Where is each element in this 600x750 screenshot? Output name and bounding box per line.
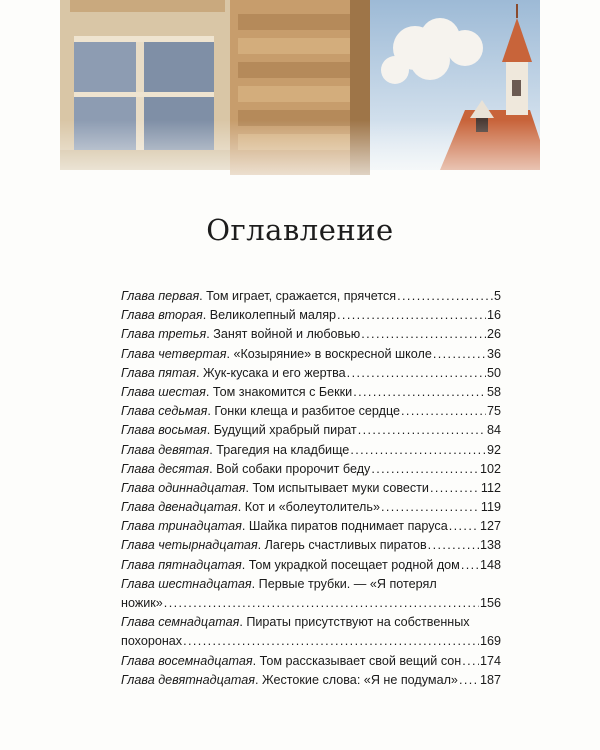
table-of-contents	[121, 287, 501, 690]
chapter-title: Том знакомится с Бекки	[212, 384, 353, 399]
toc-entry: Глава семнадцатая . Пираты присутствуют на собственных похоронах ..... 169	[121, 613, 501, 651]
chapter-label: Глава одиннадцатая	[121, 480, 246, 495]
page-number: 112	[480, 480, 501, 495]
toc-entry: Глава пятая . Жук-кусака и его жертва ..... 50	[121, 364, 501, 383]
toc-entry: Глава вторая . Великолепный маляр ..... 16	[121, 306, 501, 325]
chapter-title: Великолепный маляр	[209, 308, 337, 323]
watercolor-illustration	[60, 0, 540, 200]
chapter-label: Глава десятая	[121, 461, 210, 476]
chapter-label: Глава тринадцатая	[121, 519, 242, 534]
toc-entry: Глава девятнадцатая . Жестокие слова: «Я не подумал» ..... 187	[121, 671, 501, 690]
chapter-label: Глава третья	[121, 327, 207, 342]
chapter-label: Глава пятнадцатая	[121, 557, 242, 572]
chapter-label: Глава четырнадцатая	[121, 538, 258, 553]
toc-entry: Глава шестая . Том знакомится с Бекки ..... 58	[121, 383, 501, 402]
toc-entry: Глава первая . Том играет, сражается, прячется ..... 5	[121, 287, 501, 306]
toc-entry: Глава восьмая . Будущий храбрый пират ..... 84	[121, 421, 501, 440]
page-number: 138	[479, 538, 501, 553]
dot-leader	[337, 306, 486, 325]
page-number: 75	[486, 404, 501, 419]
dot-leader	[347, 364, 486, 383]
chapter-title: Занят войной и любовью	[213, 327, 361, 342]
dot-leader	[459, 671, 479, 690]
dot-leader	[462, 652, 479, 671]
dot-leader	[428, 536, 479, 555]
dot-leader	[361, 325, 486, 344]
chapter-label: Глава пятая	[121, 365, 196, 380]
page-number: 50	[486, 365, 501, 380]
chapter-title: Том украдкой посещает родной дом	[248, 557, 460, 572]
page-number: 102	[479, 461, 501, 476]
dot-leader	[350, 441, 486, 460]
chapter-label: Глава седьмая	[121, 404, 208, 419]
chapter-label: Глава первая	[121, 289, 200, 303]
toc-entry: Глава одиннадцатая . Том испытывает муки совести ..... 112	[121, 479, 501, 498]
dot-leader	[401, 402, 486, 421]
chapter-title: Том играет, сражается, прячется	[206, 289, 397, 303]
chapter-label: Глава девятнадцатая	[121, 672, 256, 687]
chapter-title: Том рассказывает свой вещий сон	[259, 653, 462, 668]
toc-entry: Глава четвертая . «Козыряние» в воскресной школе ..... 36	[121, 345, 501, 364]
toc-entry: Глава третья . Занят войной и любовью ..... 26	[121, 325, 501, 344]
page-number: 187	[479, 672, 501, 687]
toc-entry: Глава шестнадцатая . Первые трубки. — «Я потерял ножик» ..... 156	[121, 575, 501, 613]
page-number: 169	[479, 634, 501, 649]
dot-leader	[461, 556, 479, 575]
page-number: 26	[486, 327, 501, 342]
page-number: 127	[479, 519, 501, 534]
page-number: 92	[486, 442, 501, 457]
toc-entry: Глава четырнадцатая . Лагерь счастливых пиратов ..... 138	[121, 536, 501, 555]
dot-leader	[164, 594, 479, 613]
chapter-label: Глава четвертая	[121, 346, 227, 361]
chapter-title: Жестокие слова: «Я не подумал»	[262, 672, 458, 687]
chapter-title: Первые трубки. — «Я потерял	[258, 576, 437, 591]
dot-leader	[353, 383, 486, 402]
chapter-label: Глава восемнадцатая	[121, 653, 253, 668]
chapter-title: Вой собаки пророчит беду	[216, 461, 371, 476]
chapter-title: Трагедия на кладбище	[216, 442, 350, 457]
chapter-label: Глава семнадцатая	[121, 615, 240, 630]
dot-leader	[183, 632, 479, 651]
page-number: 119	[480, 500, 501, 515]
dot-leader	[358, 421, 486, 440]
chapter-title: Том испытывает муки совести	[252, 480, 429, 495]
dot-leader	[371, 460, 479, 479]
page-number: 16	[486, 308, 501, 323]
toc-entry: Глава седьмая . Гонки клеща и разбитое сердце ..... 75	[121, 402, 501, 421]
chapter-title: Кот и «болеутолитель»	[244, 500, 380, 515]
chapter-label: Глава восьмая	[121, 423, 207, 438]
dot-leader	[433, 345, 486, 364]
chapter-title: «Козыряние» в воскресной школе	[233, 346, 432, 361]
chapter-title-continued: похоронах	[121, 634, 183, 649]
page-number: 58	[486, 384, 501, 399]
page-number: 174	[479, 653, 501, 668]
page-title: Оглавление	[206, 213, 394, 247]
toc-entry: Глава тринадцатая . Шайка пиратов поднимает паруса ..... 127	[121, 517, 501, 536]
chapter-label: Глава шестнадцатая	[121, 576, 252, 591]
toc-entry: Глава двенадцатая . Кот и «болеутолитель» ..... 119	[121, 498, 501, 517]
chapter-label: Глава девятая	[121, 442, 210, 457]
chapter-label: Глава шестая	[121, 384, 206, 399]
toc-entry: Глава девятая . Трагедия на кладбище ..... 92	[121, 441, 501, 460]
page-number: 84	[486, 423, 501, 438]
dot-leader	[430, 479, 480, 498]
chapter-title: Лагерь счастливых пиратов	[264, 538, 427, 553]
dot-leader	[397, 287, 493, 306]
chapter-title-continued: ножик»	[121, 596, 163, 610]
toc-entry: Глава пятнадцатая . Том украдкой посещает родной дом ..... 148	[121, 556, 501, 575]
toc-entry: Глава восемнадцатая . Том рассказывает свой вещий сон ..... 174	[121, 652, 501, 671]
dot-leader	[381, 498, 480, 517]
page-number: 36	[486, 346, 501, 361]
chapter-label: Глава вторая	[121, 308, 203, 323]
chapter-title: Гонки клеща и разбитое сердце	[214, 404, 401, 419]
page-number: 148	[479, 557, 501, 572]
page-number: 156	[479, 596, 501, 610]
chapter-title: Жук-кусака и его жертва	[202, 365, 346, 380]
chapter-label: Глава двенадцатая	[121, 500, 238, 515]
chapter-title: Будущий храбрый пират	[213, 423, 357, 438]
page-number: 5	[493, 289, 501, 303]
chapter-title: Шайка пиратов поднимает паруса	[248, 519, 448, 534]
dot-leader	[449, 517, 479, 536]
chapter-title: Пираты присутствуют на собственных	[246, 615, 470, 630]
toc-entry: Глава десятая . Вой собаки пророчит беду ..... 102	[121, 460, 501, 479]
